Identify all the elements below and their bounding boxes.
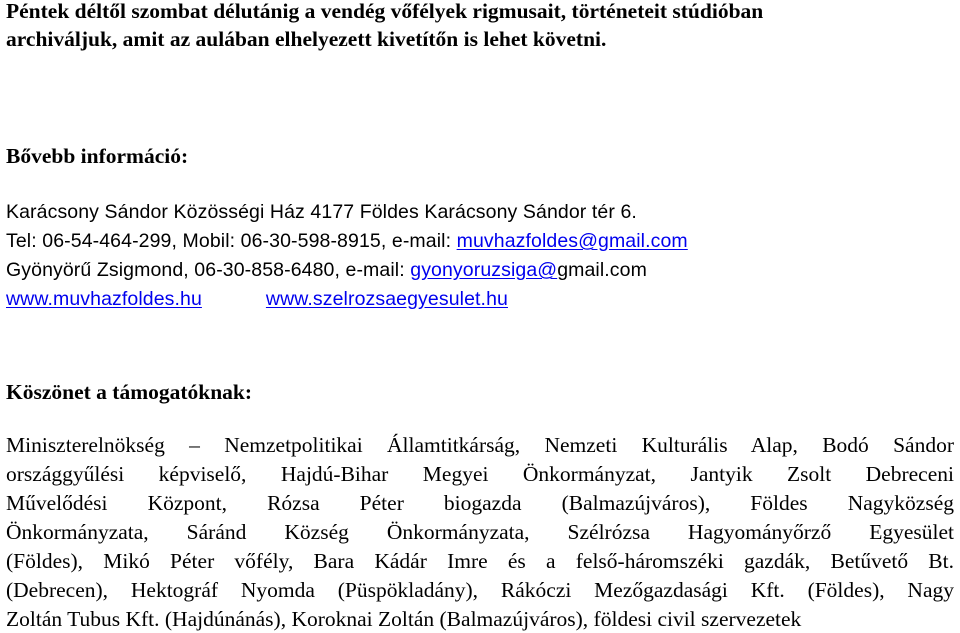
website-link-szelrozsa[interactable]: www.szelrozsaegyesulet.hu <box>265 288 508 310</box>
sponsor-line-5: (Földes), Mikó Péter vőfély, Bara Kádár Imre és a felső-háromszéki gazdák, Betűvető Bt. <box>6 549 954 573</box>
tel-line <box>6 227 688 255</box>
websites-line <box>6 285 508 313</box>
email-link-muvhaz[interactable]: muvhazfoldes@gmail.com <box>456 230 688 252</box>
email2-domain: gmail.com <box>557 259 647 281</box>
thanks-heading: Köszönet a támogatóknak: <box>6 380 253 404</box>
info-heading: Bővebb információ: <box>6 144 189 168</box>
contact2-text: Gyönyörű Zsigmond, 06-30-858-6480, e-mail: <box>6 259 411 281</box>
intro-line-2: archiváljuk, amit az aulában elhelyezett kivetítőn is lehet követni. <box>6 27 607 51</box>
sponsor-line-2: országgyűlési képviselő, Hajdú-Bihar Megyei Önkormányzat, Jantyik Zsolt Debreceni <box>6 462 954 486</box>
intro-line-1: Péntek déltől szombat délutánig a vendég vőfélyek rigmusait, történeteit stúdióban <box>6 0 764 23</box>
sponsor-line-1: Miniszterelnökség – Nemzetpolitikai Államtitkárság, Nemzeti Kulturális Alap, Bodó Sándor <box>6 433 954 457</box>
sponsor-line-3: Művelődési Központ, Rózsa Péter biogazda (Balmazújváros), Földes Nagyközség <box>6 491 954 515</box>
email-link-gyonyoru[interactable]: gyonyoruzsiga@ <box>410 259 558 281</box>
tel-text: Tel: 06-54-464-299, Mobil: 06-30-598-8915, e-mail: <box>6 230 457 252</box>
sponsor-line-7: Zoltán Tubus Kft. (Hajdúnánás), Koroknai Zoltán (Balmazújváros), földesi civil szervezetek <box>6 607 802 631</box>
website-link-muvhazfoldes[interactable]: www.muvhazfoldes.hu <box>6 288 202 310</box>
contact2-line <box>6 256 647 284</box>
sponsor-line-4: Önkormányzata, Sáránd Község Önkormányzata, Szélrózsa Hagyományőrző Egyesület <box>6 520 954 544</box>
sponsor-line-6: (Debrecen), Hektográf Nyomda (Püspökladány), Rákóczi Mezőgazdasági Kft. (Földes), Nagy <box>6 578 954 602</box>
address-line: Karácsony Sándor Közösségi Ház 4177 Földes Karácsony Sándor tér 6. <box>6 201 637 223</box>
